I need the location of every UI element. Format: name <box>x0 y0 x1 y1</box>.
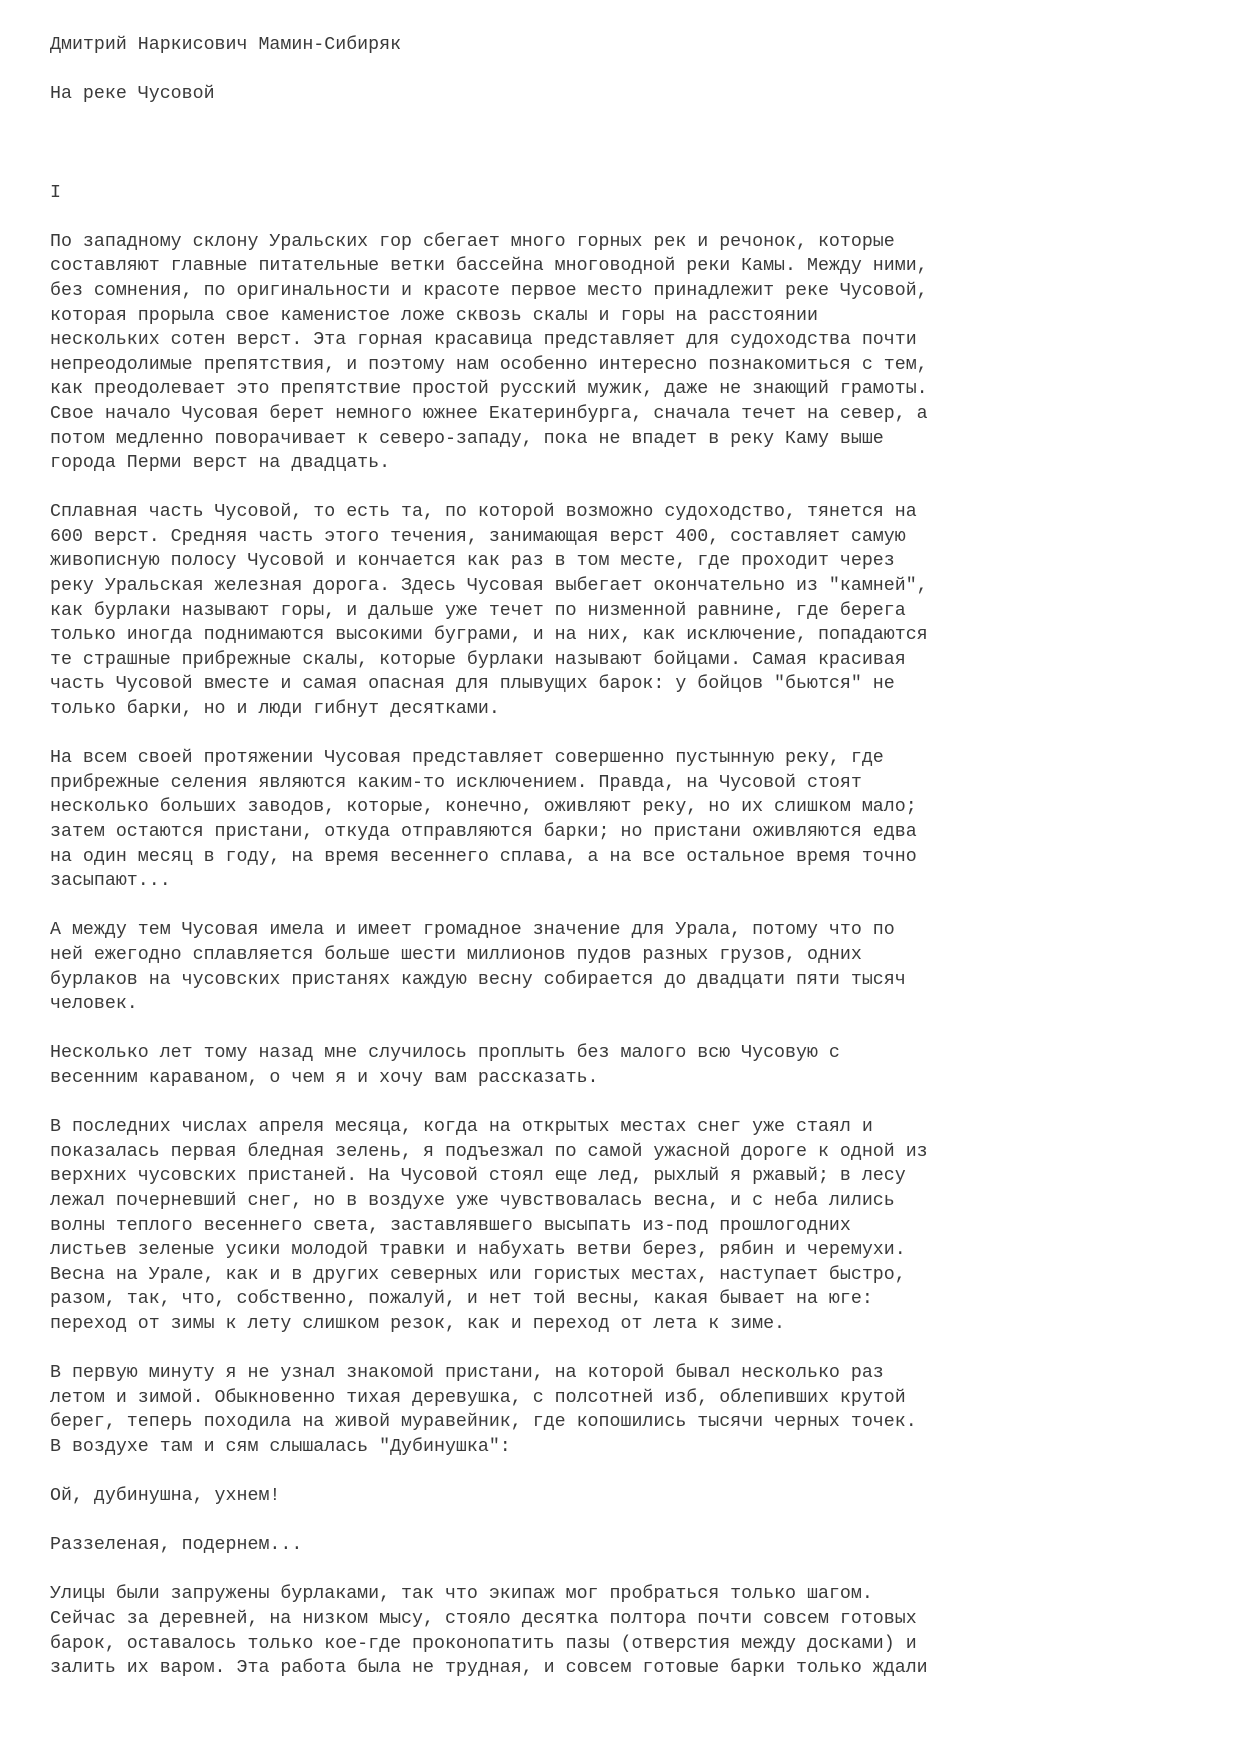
text-line: человек. <box>50 994 138 1015</box>
text-line: Раззеленая, подернем... <box>50 1535 303 1556</box>
text-line: часть Чусовой вместе и самая опасная для плывущих барок: у бойцов "бьются" не <box>50 674 895 695</box>
text-line: которая прорыла свое каменистое ложе сквозь скалы и горы на расстоянии <box>50 305 818 326</box>
text-line: непреодолимые препятствия, и поэтому нам особенно интересно познакомиться с тем, <box>50 354 928 375</box>
paragraph <box>50 746 1200 894</box>
text-line: На всем своей протяжении Чусовая представляет совершенно пустынную реку, где <box>50 748 884 769</box>
text-line: Весна на Урале, как и в других северных или гористых местах, наступает быстро, <box>50 1264 906 1285</box>
text-line: те страшные прибрежные скалы, которые бурлаки называют бойцами. Самая красивая <box>50 649 906 670</box>
paragraph <box>50 1361 1200 1459</box>
text-line: В первую минуту я не узнал знакомой пристани, на которой бывал несколько раз <box>50 1363 884 1384</box>
author-name: Дмитрий Наркисович Мамин-Сибиряк <box>50 35 402 55</box>
text-line: прибрежные селения являются каким-то исключением. Правда, на Чусовой стоят <box>50 772 862 793</box>
text-line: летом и зимой. Обыкновенно тихая деревушка, с полсотней изб, облепивших крутой <box>50 1387 906 1408</box>
text-line: берег, теперь походила на живой муравейник, где копошились тысячи черных точек. <box>50 1412 917 1433</box>
text-line: только барки, но и люди гибнут десятками. <box>50 699 500 720</box>
paragraph <box>50 1041 1200 1090</box>
text-line: ней ежегодно сплавляется больше шести миллионов пудов разных грузов, одних <box>50 944 862 965</box>
text-line: живописную полосу Чусовой и кончается как раз в том месте, где проходит через <box>50 551 895 572</box>
text-line: Несколько лет тому назад мне случилось проплыть без малого всю Чусовую с <box>50 1043 840 1064</box>
text-line: реку Уральская железная дорога. Здесь Чусовая выбегает окончательно из "камней", <box>50 576 928 597</box>
text-line: Свое начало Чусовая берет немного южнее Екатеринбурга, сначала течет на север, а <box>50 403 928 424</box>
text-line: показалась первая бледная зелень, я подъезжал по самой ужасной дороге к одной из <box>50 1141 928 1162</box>
text-line: лежал почерневший снег, но в воздухе уже чувствовалась весна, и с неба лились <box>50 1190 895 1211</box>
text-line: засыпают... <box>50 871 171 892</box>
text-line: потом медленно поворачивает к северо-западу, пока не впадет в реку Каму выше <box>50 428 884 449</box>
text-line: залить их варом. Эта работа была не трудная, и совсем готовые барки только ждали <box>50 1658 928 1679</box>
text-line: верхних чусовских пристаней. На Чусовой стоял еще лед, рыхлый я ржавый; в лесу <box>50 1166 906 1187</box>
text-line: только иногда поднимаются высокими буграми, и на них, как исключение, попадаются <box>50 625 928 646</box>
text-line: 600 верст. Средняя часть этого течения, занимающая верст 400, составляет самую <box>50 526 906 547</box>
text-line: В последних числах апреля месяца, когда на открытых местах снег уже стаял и <box>50 1117 873 1138</box>
text-line: барок, оставалось только кое-где проконопатить пазы (отверстия между досками) и <box>50 1633 917 1654</box>
chapter-heading: I <box>50 182 61 203</box>
text-line: без сомнения, по оригинальности и красоте первое место принадлежит реке Чусовой, <box>50 280 928 301</box>
document-page <box>50 33 1200 1681</box>
text-line: на один месяц в году, на время весеннего сплава, а на все остальное время точно <box>50 846 917 867</box>
text-line: В воздухе там и сям слышалась "Дубинушка": <box>50 1436 511 1457</box>
text-line: весенним караваном, о чем я и хочу вам рассказать. <box>50 1067 599 1088</box>
text-line: Сплавная часть Чусовой, то есть та, по которой возможно судоходство, тянется на <box>50 502 917 523</box>
paragraph <box>50 1533 1200 1558</box>
text-line: Сейчас за деревней, на низком мысу, стояло десятка полтора почти совсем готовых <box>50 1609 917 1630</box>
text-line: как бурлаки называют горы, и дальше уже течет по низменной равнине, где берега <box>50 600 906 621</box>
text-line: затем остаются пристани, откуда отправляются барки; но пристани оживляются едва <box>50 822 917 843</box>
text-line: разом, так, что, собственно, пожалуй, и нет той весны, какая бывает на юге: <box>50 1289 873 1310</box>
document-title: На реке Чусовой <box>50 84 215 105</box>
paragraph <box>50 230 1200 476</box>
paragraph <box>50 1115 1200 1336</box>
text-line: листьев зеленые усики молодой травки и набухать ветви берез, рябин и черемухи. <box>50 1240 906 1261</box>
text-line: По западному склону Уральских гор сбегает много горных рек и речонок, которые <box>50 231 895 252</box>
paragraph <box>50 1582 1200 1680</box>
document-body <box>50 230 1200 1681</box>
text-line: как преодолевает это препятствие простой русский мужик, даже не знающий грамоты. <box>50 379 928 400</box>
text-line: Улицы были запружены бурлаками, так что экипаж мог пробраться только шагом. <box>50 1584 873 1605</box>
text-line: волны теплого весеннего света, заставлявшего высыпать из-под прошлогодних <box>50 1215 851 1236</box>
paragraph <box>50 1484 1200 1509</box>
text-line: нескольких сотен верст. Эта горная красавица представляет для судоходства почти <box>50 330 917 351</box>
paragraph <box>50 918 1200 1016</box>
text-line: Ой, дубинушна, ухнем! <box>50 1486 281 1507</box>
text-line: переход от зимы к лету слишком резок, как и переход от лета к зиме. <box>50 1313 786 1334</box>
text-line: А между тем Чусовая имела и имеет громадное значение для Урала, потому что по <box>50 920 895 941</box>
text-line: бурлаков на чусовских пристанях каждую весну собирается до двадцати пяти тысяч <box>50 969 906 990</box>
text-line: составляют главные питательные ветки бассейна многоводной реки Камы. Между ними, <box>50 256 928 277</box>
text-line: города Перми верст на двадцать. <box>50 453 391 474</box>
paragraph <box>50 500 1200 721</box>
text-line: несколько больших заводов, которые, конечно, оживляют реку, но их слишком мало; <box>50 797 917 818</box>
